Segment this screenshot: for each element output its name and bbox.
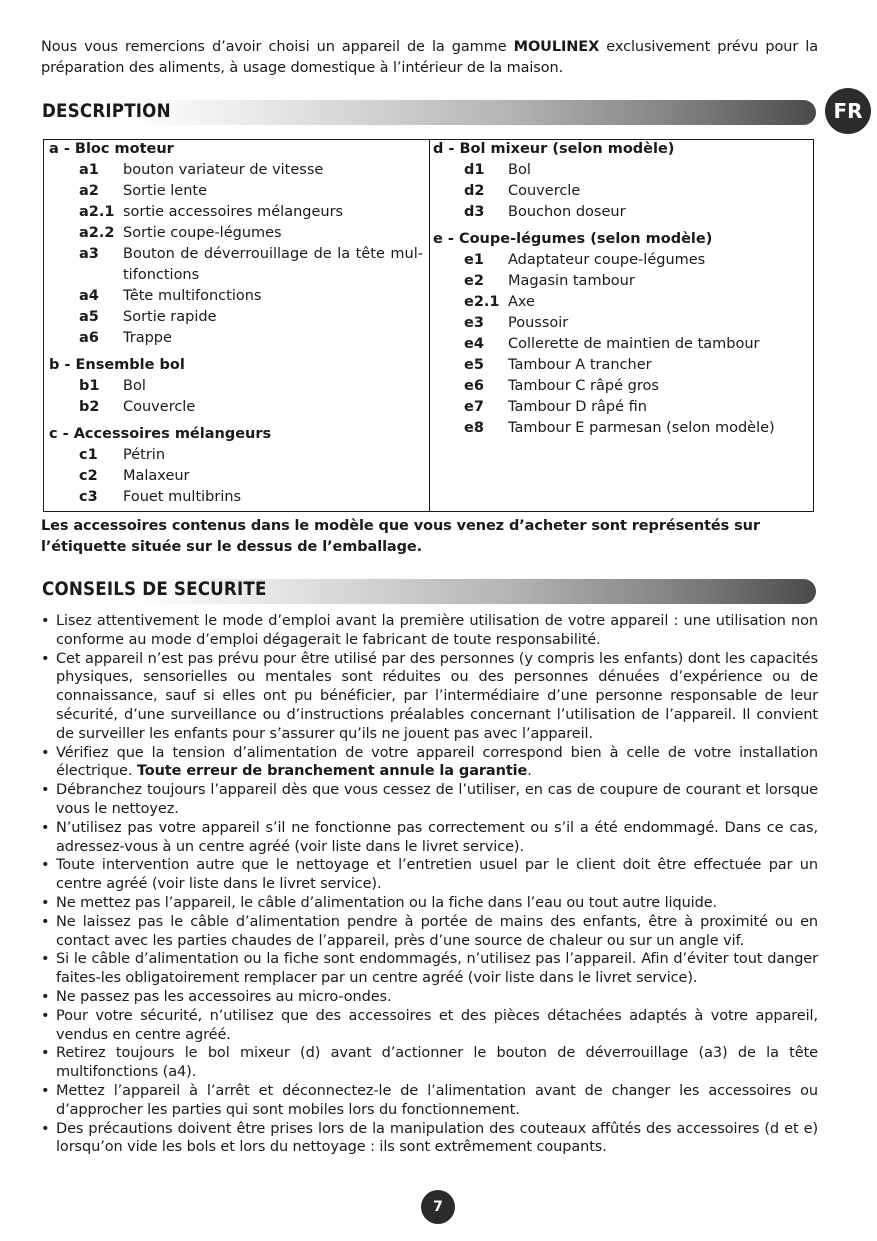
- group-title-e: e - Coupe-légumes (selon modèle): [433, 231, 713, 247]
- list-item: • N’utilisez pas votre appareil s’il ne fonctionne pas correctement ou s’il a été endommagé. Dans ce cas, adressez-vous à un centre agréé (voir liste dans le livret service).: [41, 819, 818, 857]
- page-number: 7: [421, 1190, 455, 1224]
- list-item: • Cet appareil n’est pas prévu pour être utilisé par des personnes (y compris les enfants) dont les capacités physiques, sensorielles ou mentales sont réduites ou des personnes dénuées d’expérience ou de connaissance, sauf si elles ont pu bénéficier, par l’intermédiaire d’une personne responsable de leur sécurité, d’une surveillance ou d’instructions préalables concernant l’utilisation de l’appareil. Il convient de surveiller les enfants pour s’assurer qu’ils ne jouent pas avec l’appareil.: [41, 650, 818, 744]
- description-heading: DESCRIPTION: [42, 100, 171, 122]
- list-item: • Ne laissez pas le câble d’alimentation pendre à portée de mains des enfants, être à proximité ou en contact avec les parties chaudes de l’appareil, près d’une source de chaleur ou sur un angle vif.: [41, 913, 818, 951]
- list-item: • Des précautions doivent être prises lors de la manipulation des couteaux affûtés des accessoires (d et e) lorsqu’on vide les bols et lors du nettoyage : ils sont extrêmement coupants.: [41, 1120, 818, 1158]
- list-item: • Mettez l’appareil à l’arrêt et déconnectez-le de l’alimentation avant de changer les accessoires ou d’approcher les parties qui sont mobiles lors du fonctionnement.: [41, 1082, 818, 1120]
- description-column-right: d - Bol mixeur (selon modèle) d1 Bol d2 Couvercle d3 Bouchon doseur e - Coupe-légumes (selon modèle) e1 Adaptateur coupe-légumes e2 Magasin tambour e2.1 Axe e3 Poussoir e4 Collerette de maintien de tambour e5 Tambour A trancher e6 Tambour C râpé gros e7 Tambour D râpé fin e8 Tambour E parmesan (selon modèle): [433, 141, 775, 436]
- group-title-d: d - Bol mixeur (selon modèle): [433, 141, 675, 157]
- language-badge: FR: [825, 88, 871, 134]
- intro-text-after: exclusivement prévu pour la préparation des aliments, à usage domestique à l’intérieur de la maison.: [41, 39, 818, 76]
- warranty-warning: Toute erreur de branchement annule la garantie: [136, 763, 528, 780]
- list-item: • Retirez toujours le bol mixeur (d) avant d’actionner le bouton de déverrouillage (a3) de la tête multifonctions (a4).: [41, 1044, 818, 1082]
- group-title-c: c - Accessoires mélangeurs: [49, 426, 272, 442]
- list-item: • Pour votre sécurité, n’utilisez que des accessoires et des pièces détachées adaptés à votre appareil, vendus en centre agréé.: [41, 1007, 818, 1045]
- description-column-left: a - Bloc moteur a1 bouton variateur de vitesse a2 Sortie lente a2.1 sortie accessoires mélangeurs a2.2 Sortie coupe-légumes a3 Bouton de déverrouillage de la tête multifonctions a4 Tête multifonctions a5 Sortie rapide a6 Trappe b - Ensemble bol b1 Bol b2 Couvercle c - Accessoires mélangeurs c1 Pétrin c2 Malaxeur c3 Fouet multibrins: [44, 140, 430, 511]
- description-table: [43, 139, 814, 512]
- intro-paragraph: [41, 37, 818, 79]
- list-item: a3 Bouton de déverrouillage de la tête multifonctions: [79, 246, 423, 283]
- group-title-b: b - Ensemble bol: [49, 357, 185, 373]
- list-item: • Toute intervention autre que le nettoyage et l’entretien usuel par le client doit être effectuée par un centre agréé (voir liste dans le livret service).: [41, 856, 818, 894]
- list-item: • Débranchez toujours l’appareil dès que vous cessez de l’utiliser, en cas de coupure de courant et lorsque vous le nettoyez.: [41, 781, 818, 819]
- packaging-note: Les accessoires contenus dans le modèle que vous venez d’acheter sont représentés sur l’étiquette située sur le dessus de l’emballage.: [41, 518, 760, 555]
- safety-heading: CONSEILS DE SECURITE: [42, 578, 267, 600]
- list-item: • Lisez attentivement le mode d’emploi avant la première utilisation de votre appareil : une utilisation non conforme au mode d’emploi dégagerait le fabricant de toute responsabilité.: [41, 612, 818, 650]
- list-item: • Si le câble d’alimentation ou la fiche sont endommagés, n’utilisez pas l’appareil. Afin d’éviter tout danger faites-les obligatoirement remplacer par un centre agréé (voir liste dans le livret service).: [41, 950, 818, 988]
- intro-text-before: Nous vous remercions d’avoir choisi un appareil de la gamme: [41, 39, 514, 55]
- list-item: • Ne mettez pas l’appareil, le câble d’alimentation ou la fiche dans l’eau ou tout autre liquide.: [41, 894, 818, 913]
- group-title-a: a - Bloc moteur: [49, 141, 174, 157]
- list-item: • Vérifiez que la tension d’alimentation de votre appareil correspond bien à celle de votre installation électrique. Toute erreur de branchement annule la garantie.: [41, 744, 818, 782]
- safety-bullet-list: [41, 612, 818, 1157]
- brand-name: MOULINEX: [513, 39, 600, 55]
- list-item: • Ne passez pas les accessoires au micro-ondes.: [41, 988, 818, 1007]
